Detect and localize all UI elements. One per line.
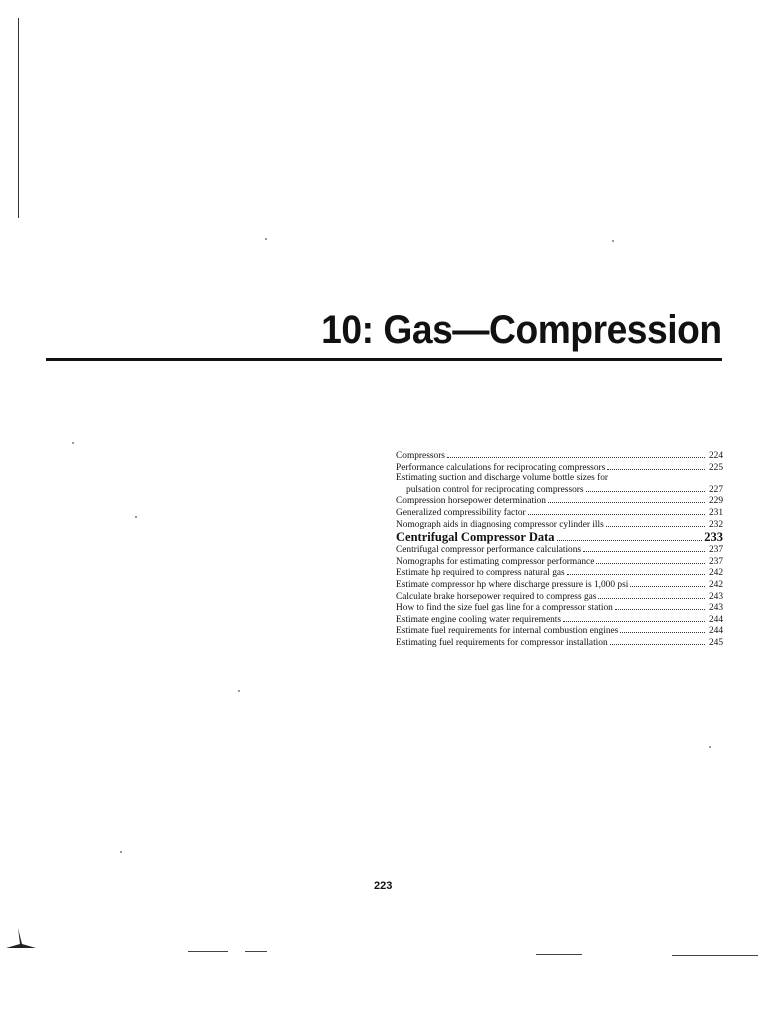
toc-entry xyxy=(396,544,723,556)
scan-speck xyxy=(709,746,711,748)
toc-entry xyxy=(396,462,723,474)
toc-dot-leader xyxy=(607,462,705,470)
toc-dot-leader xyxy=(620,625,705,633)
toc-entry xyxy=(396,519,723,531)
scan-fragment-line xyxy=(672,955,758,956)
toc-entry-title: Compression horsepower determination xyxy=(396,496,546,507)
toc-entry-page: 245 xyxy=(708,637,723,648)
scan-speck xyxy=(612,240,614,242)
toc-dot-leader xyxy=(528,507,705,515)
toc-entry-page: 244 xyxy=(708,626,723,637)
toc-entry-page: 232 xyxy=(708,519,723,530)
toc-entry-continued xyxy=(396,484,723,496)
toc-entry xyxy=(396,591,723,603)
scan-fragment-line xyxy=(188,951,228,952)
toc-entry-page: 237 xyxy=(708,556,723,567)
toc-entry-title: Estimate hp required to compress natural gas xyxy=(396,568,565,579)
toc-entry-page: 227 xyxy=(708,484,723,495)
toc-entry-page: 224 xyxy=(708,451,723,461)
chapter-title: 10: Gas—Compression xyxy=(321,308,722,352)
toc-entry xyxy=(396,625,723,637)
toc-entry-title: How to find the size fuel gas line for a compressor station xyxy=(396,603,613,614)
table-of-contents xyxy=(396,450,723,649)
toc-entry xyxy=(396,507,723,519)
toc-dot-leader xyxy=(598,591,705,599)
toc-dot-leader xyxy=(583,544,705,552)
toc-entry-title: Estimating fuel requirements for compressor installation xyxy=(396,637,608,648)
toc-entry xyxy=(396,495,723,507)
toc-entry-title: Calculate brake horsepower required to compress gas xyxy=(396,591,597,602)
chapter-rule xyxy=(46,358,722,361)
scan-fragment-line xyxy=(245,951,267,952)
toc-dot-leader xyxy=(596,556,705,564)
toc-entry-page: 229 xyxy=(708,496,723,507)
toc-dot-leader xyxy=(447,450,705,458)
toc-section-heading xyxy=(396,530,723,544)
toc-dot-leader xyxy=(610,637,705,645)
page-number: 223 xyxy=(374,880,393,892)
scan-speck xyxy=(265,238,267,240)
toc-entry xyxy=(396,450,723,462)
scan-corner-mark xyxy=(4,926,38,952)
toc-entry xyxy=(396,637,723,649)
toc-entry-title: pulsation control for reciprocating compressors xyxy=(406,484,584,495)
scan-edge-line xyxy=(18,18,19,218)
toc-entry-page: 237 xyxy=(708,545,723,556)
toc-dot-leader xyxy=(563,614,705,622)
toc-entry-page: 233 xyxy=(704,530,723,545)
toc-entry-page: 225 xyxy=(708,462,723,473)
toc-entry-page: 242 xyxy=(708,568,723,579)
toc-entry-title: Compressors xyxy=(396,451,445,461)
toc-dot-leader xyxy=(606,519,705,527)
toc-entry-title: Performance calculations for reciprocating compressors xyxy=(396,462,606,473)
toc-entry-page: 231 xyxy=(708,507,723,518)
scan-speck xyxy=(120,851,122,853)
toc-dot-leader xyxy=(567,567,705,575)
toc-dot-leader xyxy=(630,579,705,587)
scan-fragment-line xyxy=(536,954,582,955)
toc-entry-page: 243 xyxy=(708,591,723,602)
toc-entry xyxy=(396,473,723,484)
toc-dot-leader xyxy=(557,531,703,541)
toc-entry-page: 243 xyxy=(708,603,723,614)
toc-dot-leader xyxy=(548,495,705,503)
toc-entry-title: Nomographs for estimating compressor performance xyxy=(396,556,595,567)
toc-entry xyxy=(396,614,723,626)
toc-entry xyxy=(396,567,723,579)
toc-entry-title: Estimate engine cooling water requirements xyxy=(396,614,562,625)
toc-entry-title: Estimate compressor hp where discharge pressure is 1,000 psi xyxy=(396,579,629,590)
toc-entry xyxy=(396,556,723,568)
toc-entry-title: Estimate fuel requirements for internal combustion engines xyxy=(396,626,619,637)
toc-entry-title: Generalized compressibility factor xyxy=(396,507,526,518)
scan-speck xyxy=(135,516,137,518)
toc-entry-title: Nomograph aids in diagnosing compressor cylinder ills xyxy=(396,519,604,530)
toc-entry-title: Centrifugal Compressor Data xyxy=(396,530,555,545)
toc-entry xyxy=(396,602,723,614)
toc-entry xyxy=(396,579,723,591)
scan-speck xyxy=(238,690,240,692)
toc-dot-leader xyxy=(615,602,705,610)
toc-entry-page: 242 xyxy=(708,579,723,590)
scan-speck xyxy=(72,442,74,444)
toc-entry-title: Estimating suction and discharge volume bottle sizes for xyxy=(396,473,609,484)
toc-dot-leader xyxy=(586,484,705,492)
toc-entry-title: Centrifugal compressor performance calculations xyxy=(396,545,582,556)
toc-entry-page: 244 xyxy=(708,614,723,625)
